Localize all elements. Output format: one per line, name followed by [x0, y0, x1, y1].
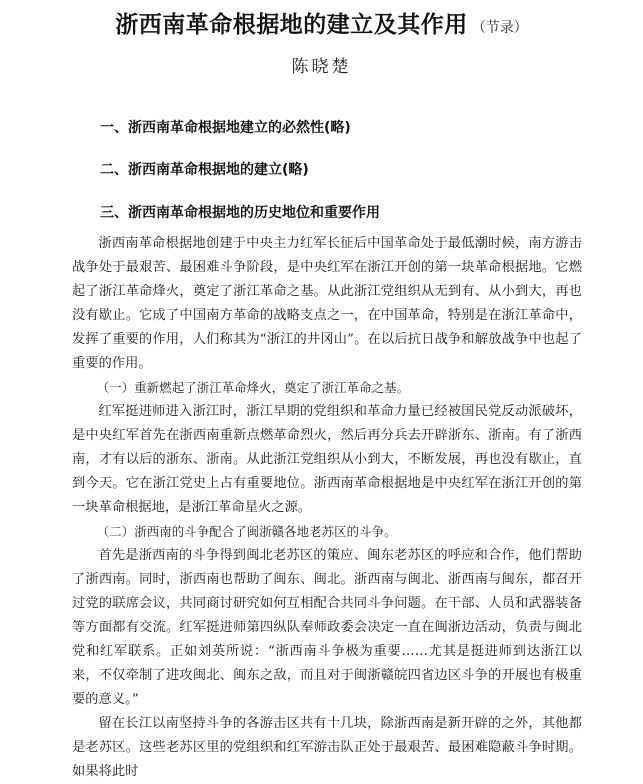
paragraph-1: 红军挺进师进入浙江时，浙江早期的党组织和革命力量已经被国民党反动派破坏，是中央红军首先在浙西南重新点燃革命烈火，然后再分兵去开辟浙东、浙南。有了浙西南，才有以后的浙东、浙南。从此浙江党组织从小到大，不断发展，再也没有歇止，直到今天。它在浙江党史上占有重要地位。浙西南革命根据地是中央红军在浙江开创的第一块革命根据地，是浙江革命星火之源。: [72, 404, 582, 515]
section-heading-2: 二、浙西南革命根据地的建立(略): [100, 162, 309, 178]
article-title: 浙西南革命根据地的建立及其作用: [115, 12, 468, 38]
paragraph-2: 首先是浙西南的斗争得到闽北老苏区的策应、闽东老苏区的呼应和合作，他们帮助了浙西南。同时，浙西南也帮助了闽东、闽北。浙西南与闽北、浙西南与闽东，都召开过党的联席会议，共同商讨研究如何互相配合共同斗争问题。在干部、人员和武器装备等方面都有交流。红军挺进师第四纵队奉师政委会决定一直在闽浙边活动，负责与闽北党和红军联系。正如刘英所说：“浙西南斗争极为重要……尤其是挺进师到达浙江以来，不仅牵制了进攻闽北、闽东之敌，而且对于闽浙赣皖四省边区斗争的开展也有极重要的意义。”: [72, 548, 582, 707]
paragraph-intro: 浙西南革命根据地创建于中央主力红军长征后中国革命处于最低潮时候，南方游击战争处于最艰苦、最困难斗争阶段，是中央红军在浙江开创的第一块革命根据地。它燃起了浙江革命烽火，奠定了浙江革命之基。从此浙江党组织从无到有、从小到大，再也没有歇止。它成了中国南方革命的战略支点之一，在中国革命，特别是在浙江革命中，发挥了重要的作用，人们称其为“浙江的井冈山”。在以后抗日战争和解放战争中也起了重要的作用。: [72, 236, 582, 371]
subheading-2: （二）浙西南的斗争配合了闽浙赣各地老苏区的斗争。: [96, 524, 397, 539]
section-heading-3: 三、浙西南革命根据地的历史地位和重要作用: [100, 205, 380, 221]
subheading-1: （一）重新燃起了浙江革命烽火，奠定了浙江革命之基。: [96, 380, 410, 395]
author-name: 陈晓楚: [291, 57, 352, 77]
title-row: [0, 6, 643, 39]
body-text: [72, 232, 582, 784]
title-excerpt-note: （节录）: [471, 20, 528, 36]
section-heading-1: 一、浙西南革命根据地建立的必然性(略): [100, 120, 351, 136]
paragraph-3: 留在长江以南坚持斗争的各游击区共有十几块，除浙西南是新开辟的之外，其他都是老苏区。这些老苏区里的党组织和红军游击队正处于最艰苦、最困难隐蔽斗争时期。如果将此时: [72, 716, 582, 779]
